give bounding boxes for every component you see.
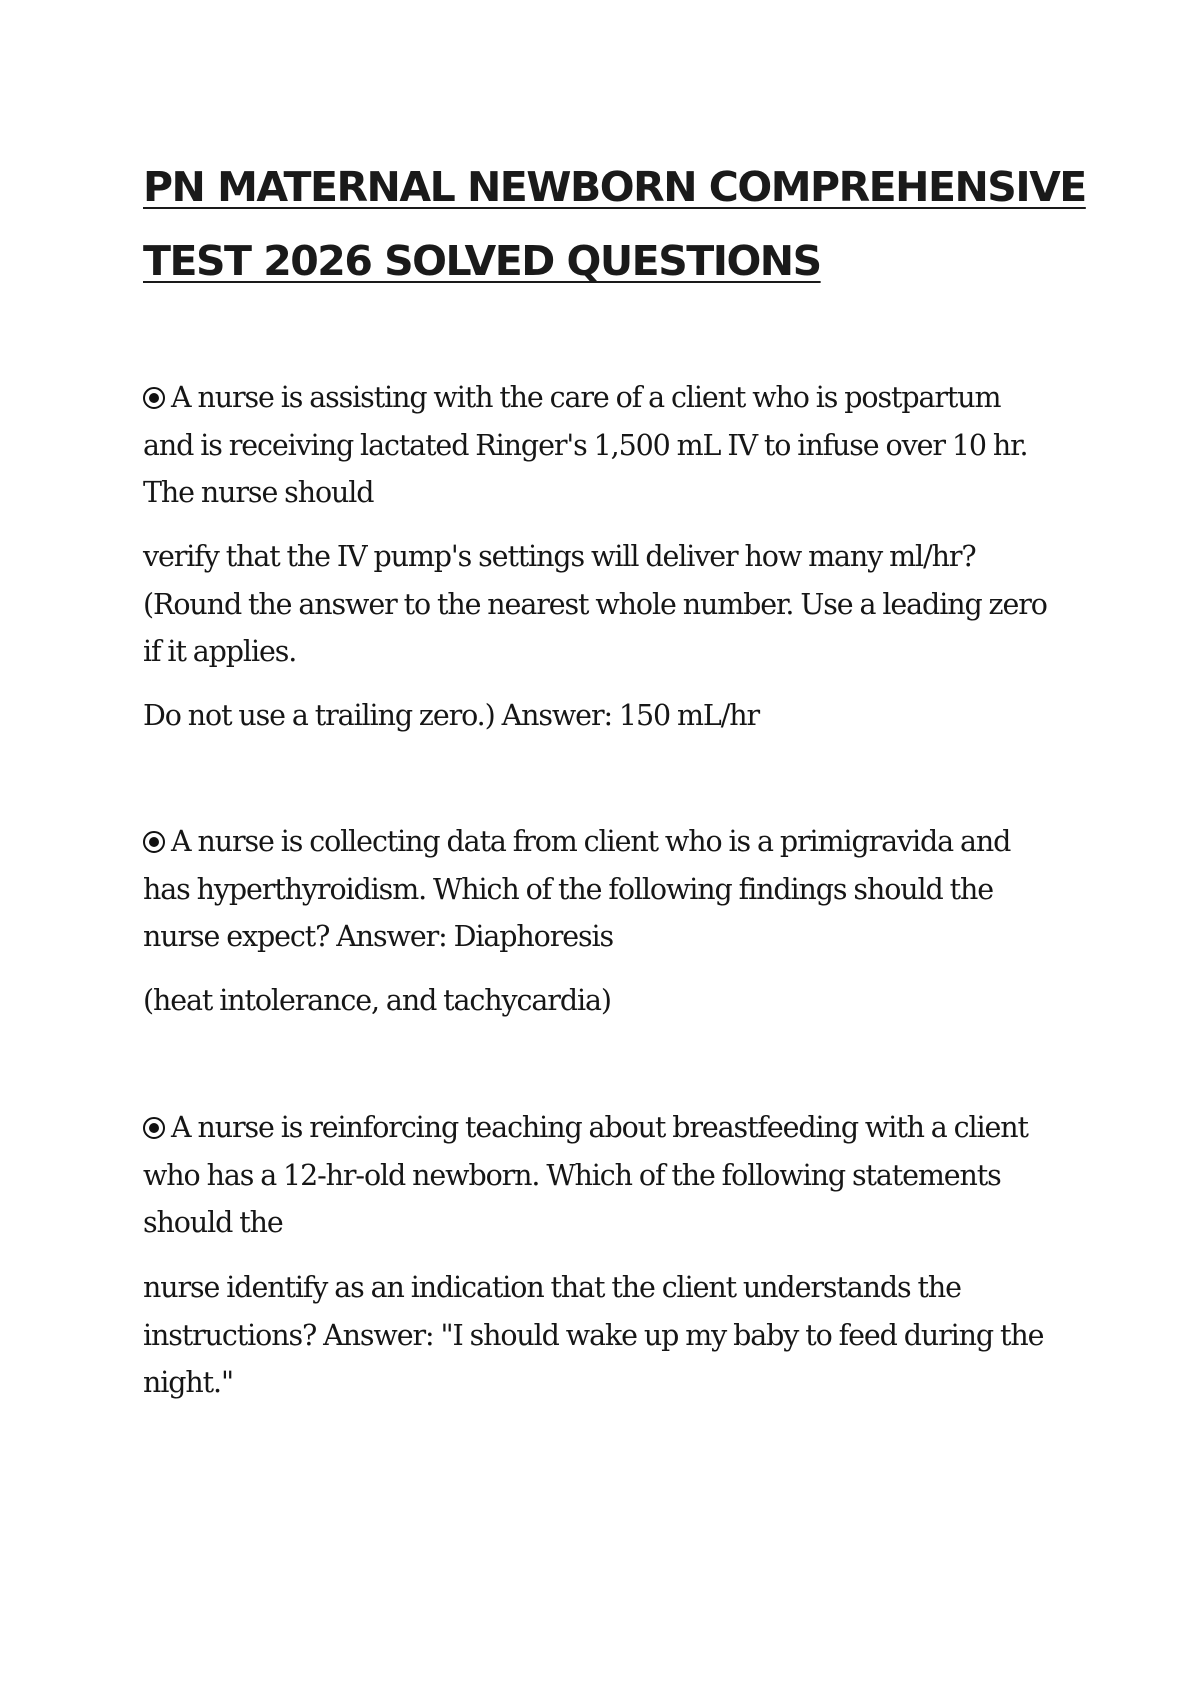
question-1-continued: verify that the IV pump's settings will deliver how many ml/hr? (Round the answer to the nearest whole number. Use a leading zero if it applies. [143,540,1047,668]
question-2-stem: A nurse is collecting data from client who is a primigravida and has hyperthyroidism. Which of the following findings should the nurse expect? Answer: Diaphoresis [143,825,1011,953]
title-line: TEST 2026 SOLVED QUESTIONS [143,237,821,285]
question-2-answer-detail: (heat intolerance, and tachycardia) [143,984,611,1017]
radio-bullet-icon [143,831,165,853]
title-line: PN MATERNAL NEWBORN COMPREHENSIVE [143,163,1086,211]
question-3-answer: nurse identify as an indication that the client understands the instructions? Answer: "I should wake up my baby to feed during the night." [143,1271,1044,1399]
question-1-answer: Do not use a trailing zero.) Answer: 150 mL/hr [143,699,760,732]
radio-bullet-icon [143,1117,165,1139]
question-3-stem: A nurse is reinforcing teaching about breastfeeding with a client who has a 12-hr-old newborn. Which of the following statements should the [143,1111,1028,1239]
document-title [143,150,1086,298]
radio-bullet-icon [143,387,165,409]
question-1-stem: A nurse is assisting with the care of a client who is postpartum and is receiving lactated Ringer's 1,500 mL IV to infuse over 10 hr. The nurse should [143,381,1028,509]
